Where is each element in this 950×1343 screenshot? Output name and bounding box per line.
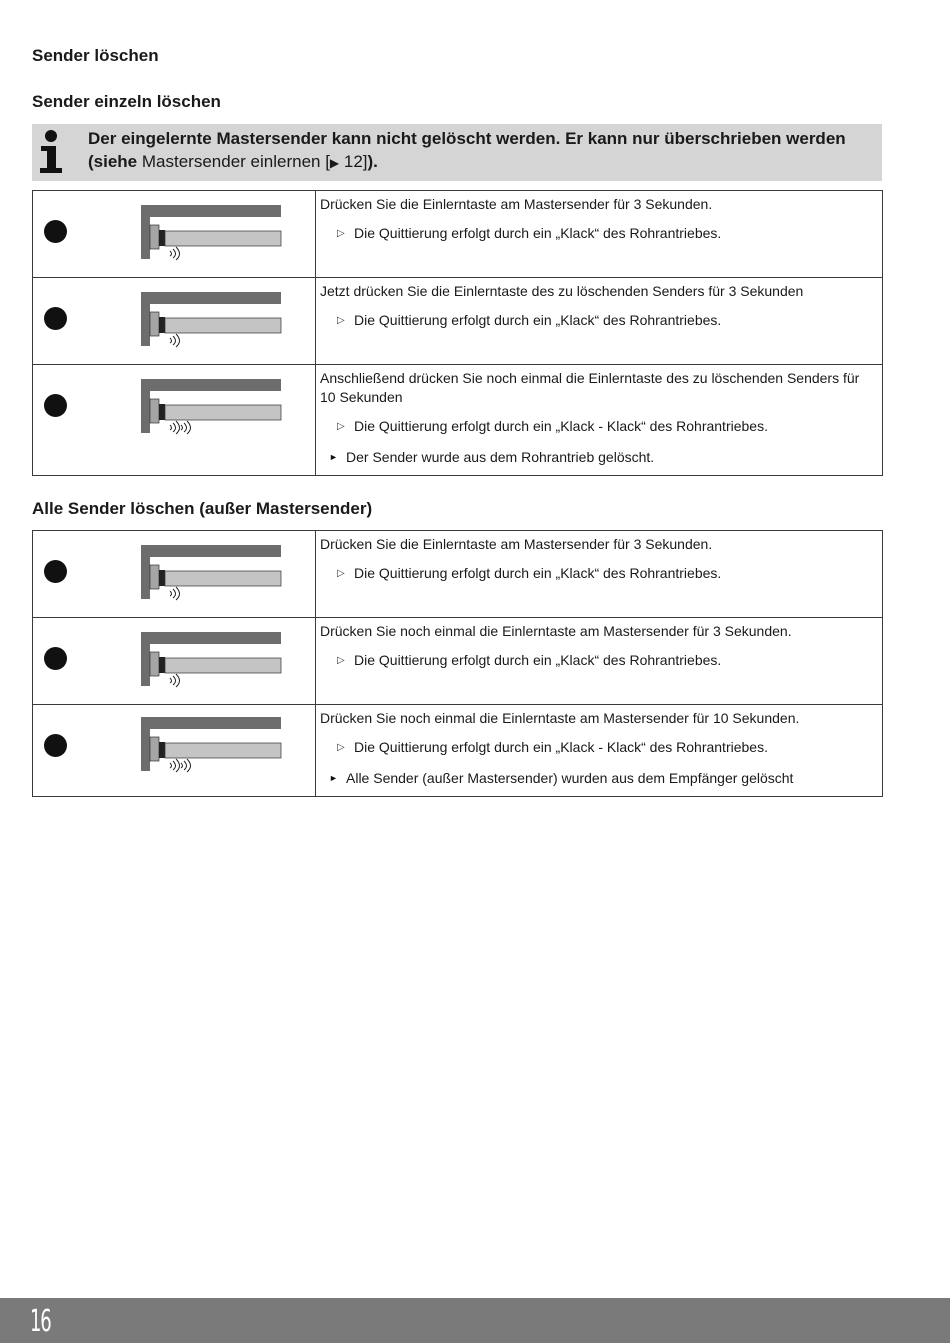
step-number-2 [44,307,67,330]
signal-icon [170,334,180,347]
step-result [337,417,870,436]
step-text-cell [316,278,883,365]
step-instruction: Drücken Sie noch einmal die Einlerntaste am Mastersender für 3 Sekunden. [320,623,792,639]
step-row [33,191,883,278]
result-triangle-icon: ▷ [337,315,345,326]
step-row [33,531,883,618]
info-link-text: Mastersender einlernen [ [141,152,330,171]
step-result-text: Die Quittierung erfolgt durch ein „Klack“ des Rohrantriebes. [354,312,722,328]
motor-illustration [140,632,285,692]
step-figure-cell [33,531,316,618]
step-instruction: Anschließend drücken Sie noch einmal die Einlerntaste des zu löschenden Senders für 10 Sekunden [320,370,860,405]
result-triangle-icon: ▷ [337,568,345,579]
step-text-cell [316,531,883,618]
step-final-text: Der Sender wurde aus dem Rohrantrieb gelöscht. [346,449,655,465]
step-result-text: Die Quittierung erfolgt durch ein „Klack“ des Rohrantriebes. [354,225,722,241]
step-number-1 [44,560,67,583]
final-arrow-icon: ► [329,773,338,783]
info-link[interactable] [142,152,368,171]
result-triangle-icon: ▷ [337,228,345,239]
step-text-cell [316,618,883,705]
step-result-text: Die Quittierung erfolgt durch ein „Klack - Klack“ des Rohrantriebes. [354,739,768,755]
signal-icon [170,587,180,600]
page-ref-arrow-icon: ▶ [329,156,340,170]
step-row [33,705,883,797]
step-row [33,618,883,705]
result-triangle-icon: ▷ [337,742,345,753]
info-text-end: ). [367,152,378,171]
step-number-3 [44,394,67,417]
step-result-text: Die Quittierung erfolgt durch ein „Klack“ des Rohrantriebes. [354,565,722,581]
motor-illustration [140,292,285,352]
motor-illustration [140,205,285,265]
step-result [337,224,870,243]
step-figure-cell [33,705,316,797]
step-figure-cell [33,278,316,365]
step-text-cell [316,365,883,476]
info-icon [38,129,64,175]
motor-illustration [140,379,285,439]
info-text [88,127,868,175]
step-result [337,651,870,670]
result-triangle-icon: ▷ [337,421,345,432]
info-link-page: 12] [339,152,368,171]
step-number-2 [44,647,67,670]
step-row [33,365,883,476]
final-arrow-icon: ► [329,452,338,462]
step-number-1 [44,220,67,243]
step-instruction: Drücken Sie noch einmal die Einlerntaste am Mastersender für 10 Sekunden. [320,710,800,726]
step-result [337,311,870,330]
step-final-text: Alle Sender (außer Mastersender) wurden aus dem Empfänger gelöscht [346,770,794,786]
motor-illustration [140,717,285,777]
section-title-all: Alle Sender löschen (außer Mastersender) [32,499,373,518]
section-title-single: Sender einzeln löschen [32,92,221,111]
signal-icon [170,247,180,260]
step-number-3 [44,734,67,757]
page-number: 16 [30,1304,51,1339]
double-signal-icon [170,759,191,772]
step-result [337,738,870,757]
step-result [337,564,870,583]
double-signal-icon [170,421,191,434]
step-text-cell [316,705,883,797]
step-figure-cell [33,365,316,476]
info-text-bold: Der eingelernte Mastersender kann nicht gelöscht werden. Er kann nur überschrieben werden (siehe [88,129,846,171]
step-result-text: Die Quittierung erfolgt durch ein „Klack - Klack“ des Rohrantriebes. [354,418,768,434]
step-instruction: Drücken Sie die Einlerntaste am Mastersender für 3 Sekunden. [320,536,713,552]
step-final-result [329,448,870,467]
step-result-text: Die Quittierung erfolgt durch ein „Klack“ des Rohrantriebes. [354,652,722,668]
step-final-result [329,769,870,788]
single-delete-steps-table [32,190,883,476]
step-text-cell [316,191,883,278]
step-instruction: Jetzt drücken Sie die Einlerntaste des zu löschenden Senders für 3 Sekunden [320,283,804,299]
step-row [33,278,883,365]
info-box [32,124,882,181]
result-triangle-icon: ▷ [337,655,345,666]
step-figure-cell [33,618,316,705]
step-figure-cell [33,191,316,278]
step-instruction: Drücken Sie die Einlerntaste am Mastersender für 3 Sekunden. [320,196,713,212]
motor-illustration [140,545,285,605]
page-footer [0,1298,950,1343]
all-delete-steps-table [32,530,883,797]
signal-icon [170,674,180,687]
page-title: Sender löschen [32,46,159,65]
